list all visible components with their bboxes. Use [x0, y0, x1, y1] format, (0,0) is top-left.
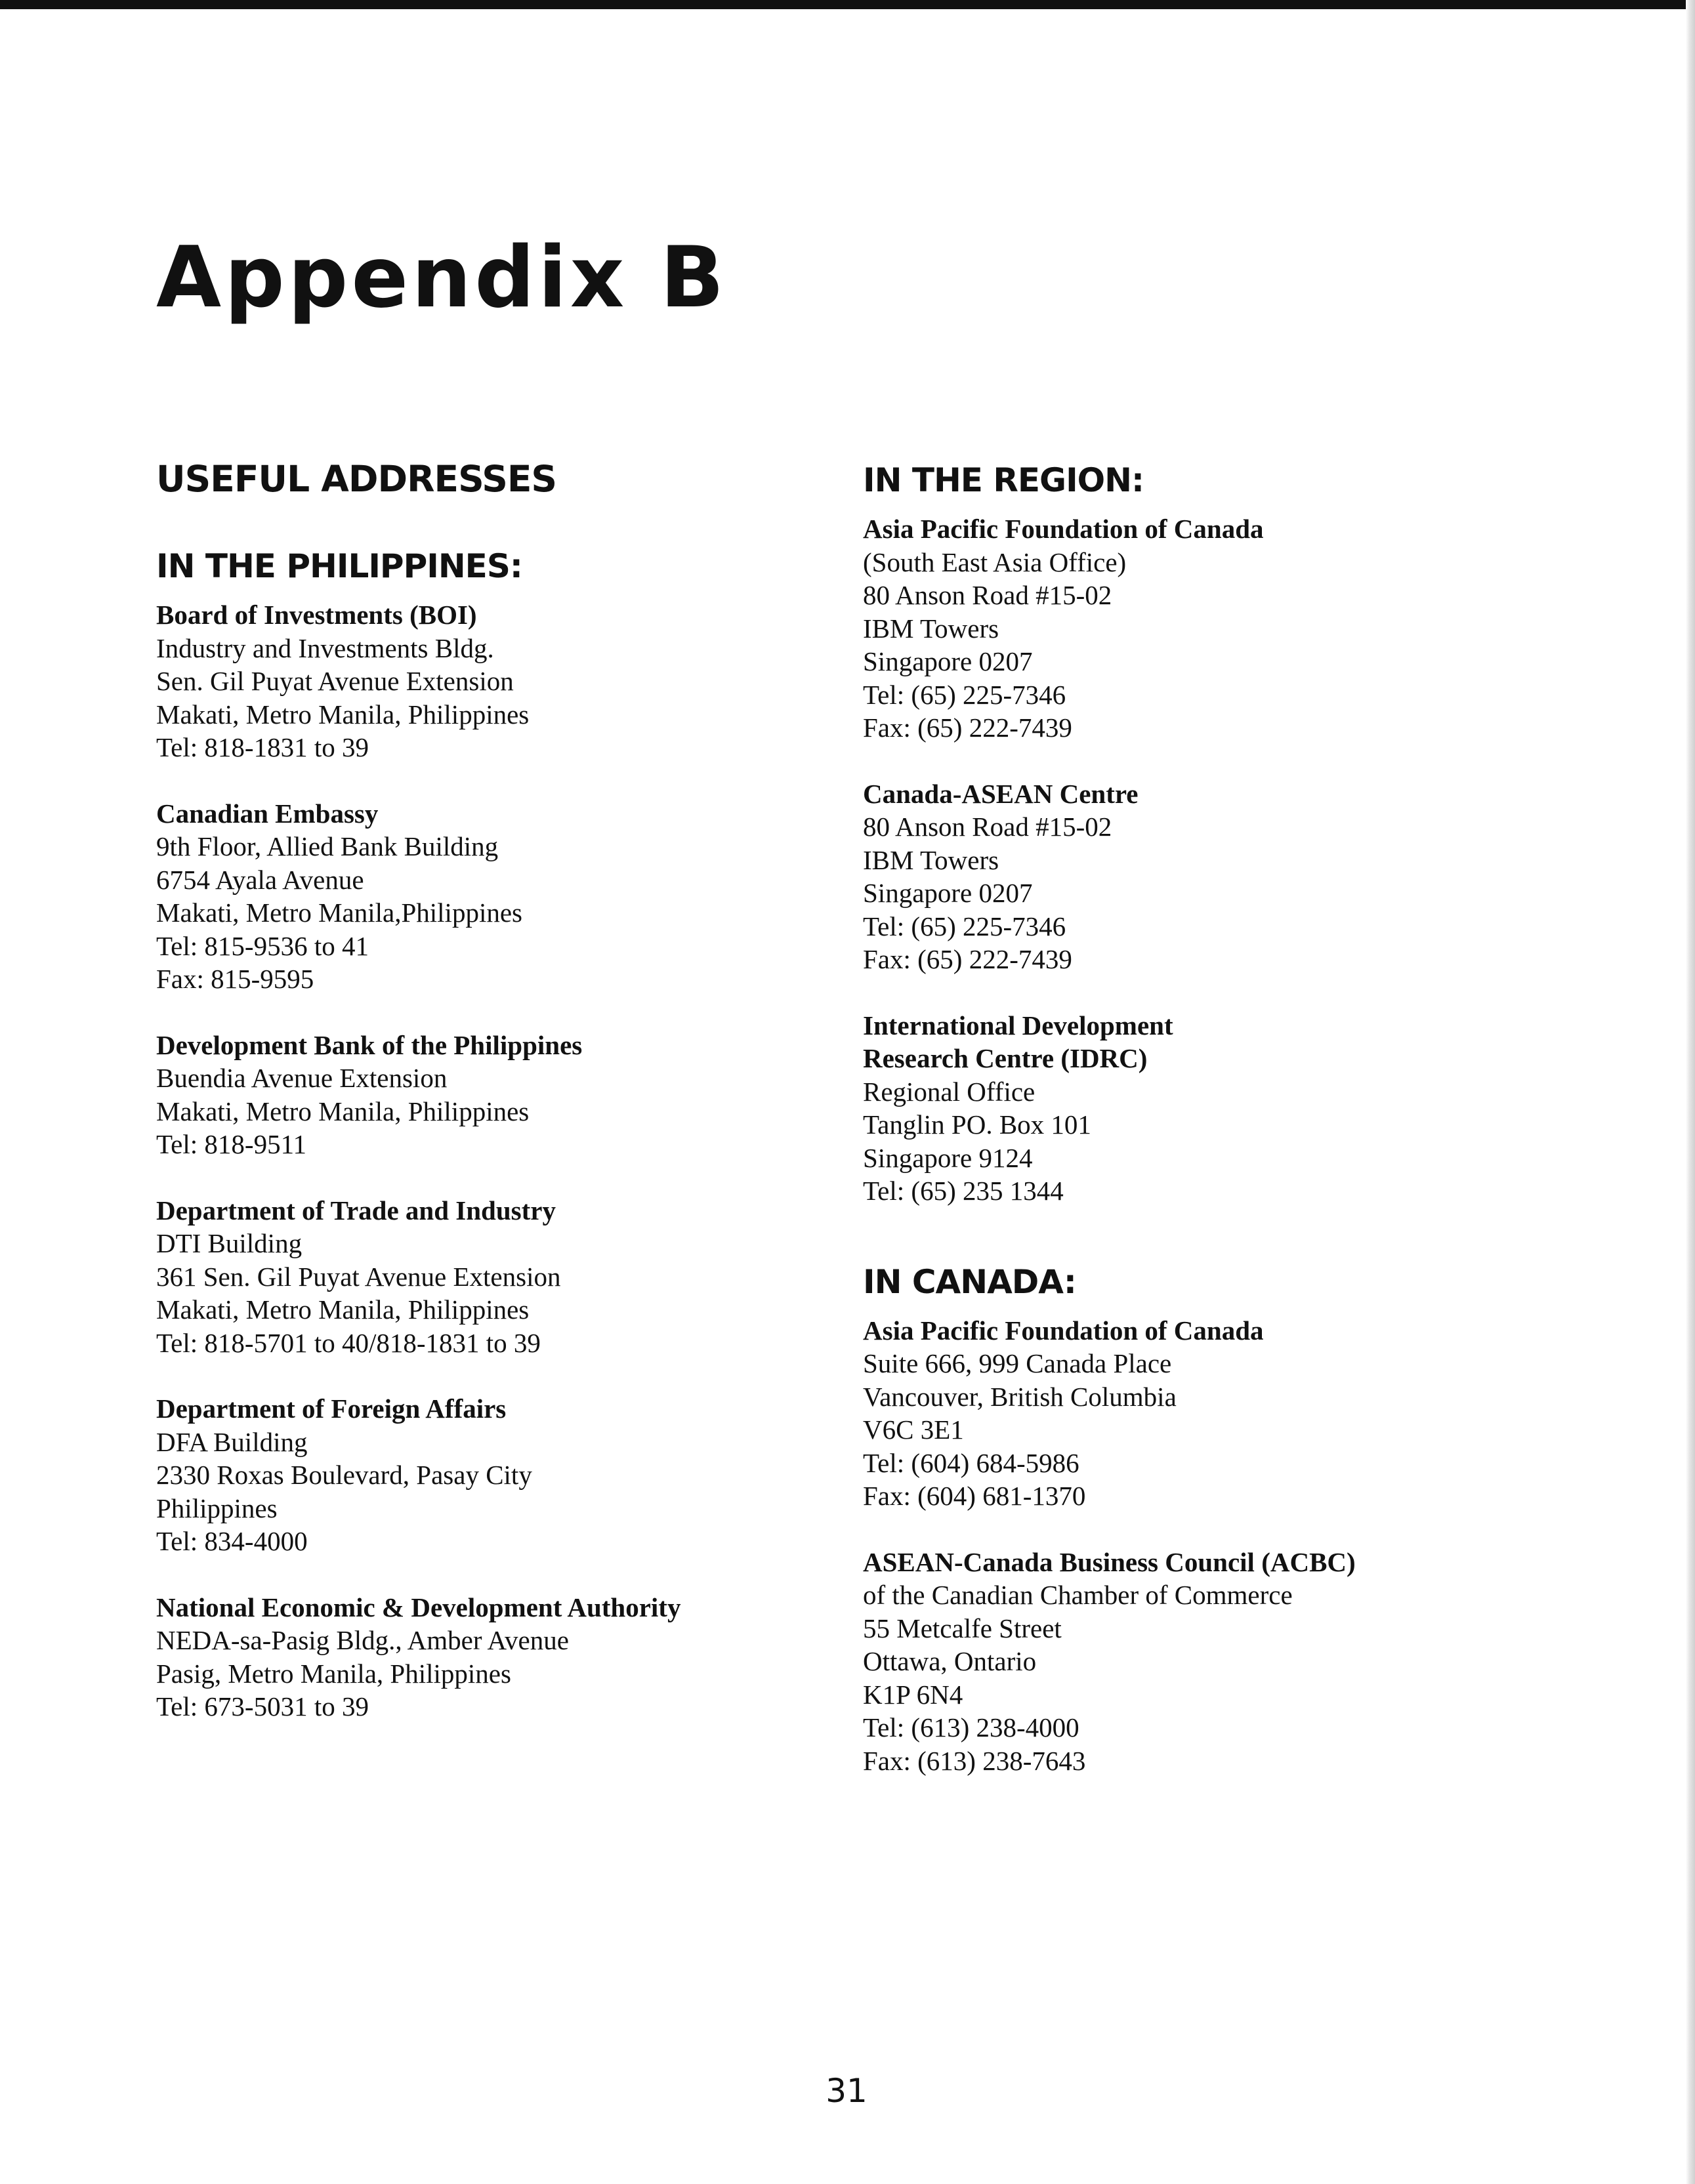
philippines-heading: IN THE PHILIPPINES:: [156, 547, 522, 585]
address-entry: [863, 1009, 1552, 1208]
entry-line: Fax: 815-9595: [156, 964, 314, 994]
entry-line: 80 Anson Road #15-02: [863, 580, 1112, 610]
entry-line: (South East Asia Office): [863, 546, 1127, 577]
entry-line: Buendia Avenue Extension: [156, 1063, 448, 1093]
entry-line: Tel: (604) 684-5986: [863, 1447, 1079, 1478]
entry-line: Tel: (65) 225-7346: [863, 911, 1066, 941]
entry-line: Fax: (65) 222-7439: [863, 712, 1072, 743]
entry-name: Canada-ASEAN Centre: [863, 778, 1139, 809]
entry-line: 2330 Roxas Boulevard, Pasay City: [156, 1460, 532, 1490]
address-entry: [156, 1194, 812, 1360]
entry-line: Tel: 818-9511: [156, 1129, 307, 1159]
entry-line: Pasig, Metro Manila, Philippines: [156, 1658, 511, 1689]
entry-line: V6C 3E1: [863, 1414, 964, 1445]
entry-line: 361 Sen. Gil Puyat Avenue Extension: [156, 1261, 561, 1292]
canada-heading: IN CANADA:: [863, 1262, 1076, 1301]
entry-line: 6754 Ayala Avenue: [156, 864, 364, 895]
entry-name: Asia Pacific Foundation of Canada: [863, 514, 1264, 544]
entry-name: ASEAN-Canada Business Council (ACBC): [863, 1546, 1356, 1577]
entry-line: IBM Towers: [863, 844, 999, 875]
address-entry: [156, 598, 812, 764]
region-heading: IN THE REGION:: [863, 461, 1144, 499]
entry-line: of the Canadian Chamber of Commerce: [863, 1580, 1293, 1610]
address-entry: [156, 1591, 812, 1723]
address-entry: [863, 1546, 1552, 1778]
entry-name: Canadian Embassy: [156, 798, 379, 829]
entry-line: Sen. Gil Puyat Avenue Extension: [156, 666, 514, 696]
entry-name: National Economic & Development Authority: [156, 1592, 681, 1622]
entry-line: Vancouver, British Columbia: [863, 1381, 1177, 1412]
entry-line: K1P 6N4: [863, 1679, 963, 1710]
entry-line: Tel: 834-4000: [156, 1526, 308, 1556]
page-edge-shadow: [1686, 0, 1695, 2184]
entry-line: Ottawa, Ontario: [863, 1646, 1037, 1676]
entry-line: IBM Towers: [863, 613, 999, 644]
entry-line: Singapore 0207: [863, 646, 1033, 676]
address-entry: [863, 1314, 1552, 1513]
entry-line: Makati, Metro Manila,Philippines: [156, 897, 522, 928]
entry-line: Tel: (65) 225-7346: [863, 679, 1066, 710]
entry-line: Tel: 818-1831 to 39: [156, 732, 369, 762]
entry-line: Makati, Metro Manila, Philippines: [156, 1294, 530, 1325]
entry-line: Makati, Metro Manila, Philippines: [156, 699, 530, 730]
address-entry: [156, 1029, 812, 1161]
page-title: Appendix B: [156, 229, 728, 327]
entry-name: Asia Pacific Foundation of Canada: [863, 1315, 1264, 1346]
page-number: 31: [826, 2072, 868, 2110]
entry-line: NEDA-sa-Pasig Bldg., Amber Avenue: [156, 1625, 569, 1655]
entry-line: Singapore 9124: [863, 1142, 1033, 1173]
entry-line: Fax: (604) 681-1370: [863, 1481, 1086, 1511]
entry-name: Department of Trade and Industry: [156, 1195, 556, 1226]
address-entry: [156, 797, 812, 996]
address-entry: [863, 512, 1552, 745]
entry-line: Tel: (613) 238-4000: [863, 1712, 1079, 1742]
top-border-rule: [0, 0, 1695, 9]
address-entry: [156, 1392, 812, 1558]
entry-line: Singapore 0207: [863, 878, 1033, 908]
useful-addresses-heading: USEFUL ADDRESSES: [156, 458, 557, 500]
right-column: [863, 456, 1552, 1777]
entry-line: DFA Building: [156, 1426, 308, 1457]
entry-line: 9th Floor, Allied Bank Building: [156, 831, 499, 861]
entry-line: Makati, Metro Manila, Philippines: [156, 1096, 530, 1126]
entry-line: 55 Metcalfe Street: [863, 1613, 1062, 1643]
entry-line: Tel: 818-5701 to 40/818-1831 to 39: [156, 1327, 541, 1358]
entry-line: Tanglin PO. Box 101: [863, 1109, 1091, 1140]
entry-line: Research Centre (IDRC): [863, 1043, 1148, 1073]
entry-name: Board of Investments (BOI): [156, 600, 477, 630]
left-column: [156, 456, 812, 1723]
entry-line: Industry and Investments Bldg.: [156, 632, 494, 663]
entry-name: Development Bank of the Philippines: [156, 1029, 583, 1060]
entry-line: Philippines: [156, 1493, 278, 1523]
entry-line: Fax: (613) 238-7643: [863, 1745, 1086, 1776]
entry-line: Tel: 673-5031 to 39: [156, 1691, 369, 1721]
entry-name: Department of Foreign Affairs: [156, 1393, 507, 1424]
entry-line: Tel: (65) 235 1344: [863, 1176, 1064, 1206]
entry-name: International Development: [863, 1010, 1173, 1040]
address-entry: [863, 777, 1552, 976]
entry-line: DTI Building: [156, 1228, 303, 1258]
entry-line: 80 Anson Road #15-02: [863, 812, 1112, 842]
entry-line: Regional Office: [863, 1076, 1036, 1107]
entry-line: Fax: (65) 222-7439: [863, 944, 1072, 974]
entry-line: Suite 666, 999 Canada Place: [863, 1348, 1172, 1378]
entry-line: Tel: 815-9536 to 41: [156, 930, 369, 961]
